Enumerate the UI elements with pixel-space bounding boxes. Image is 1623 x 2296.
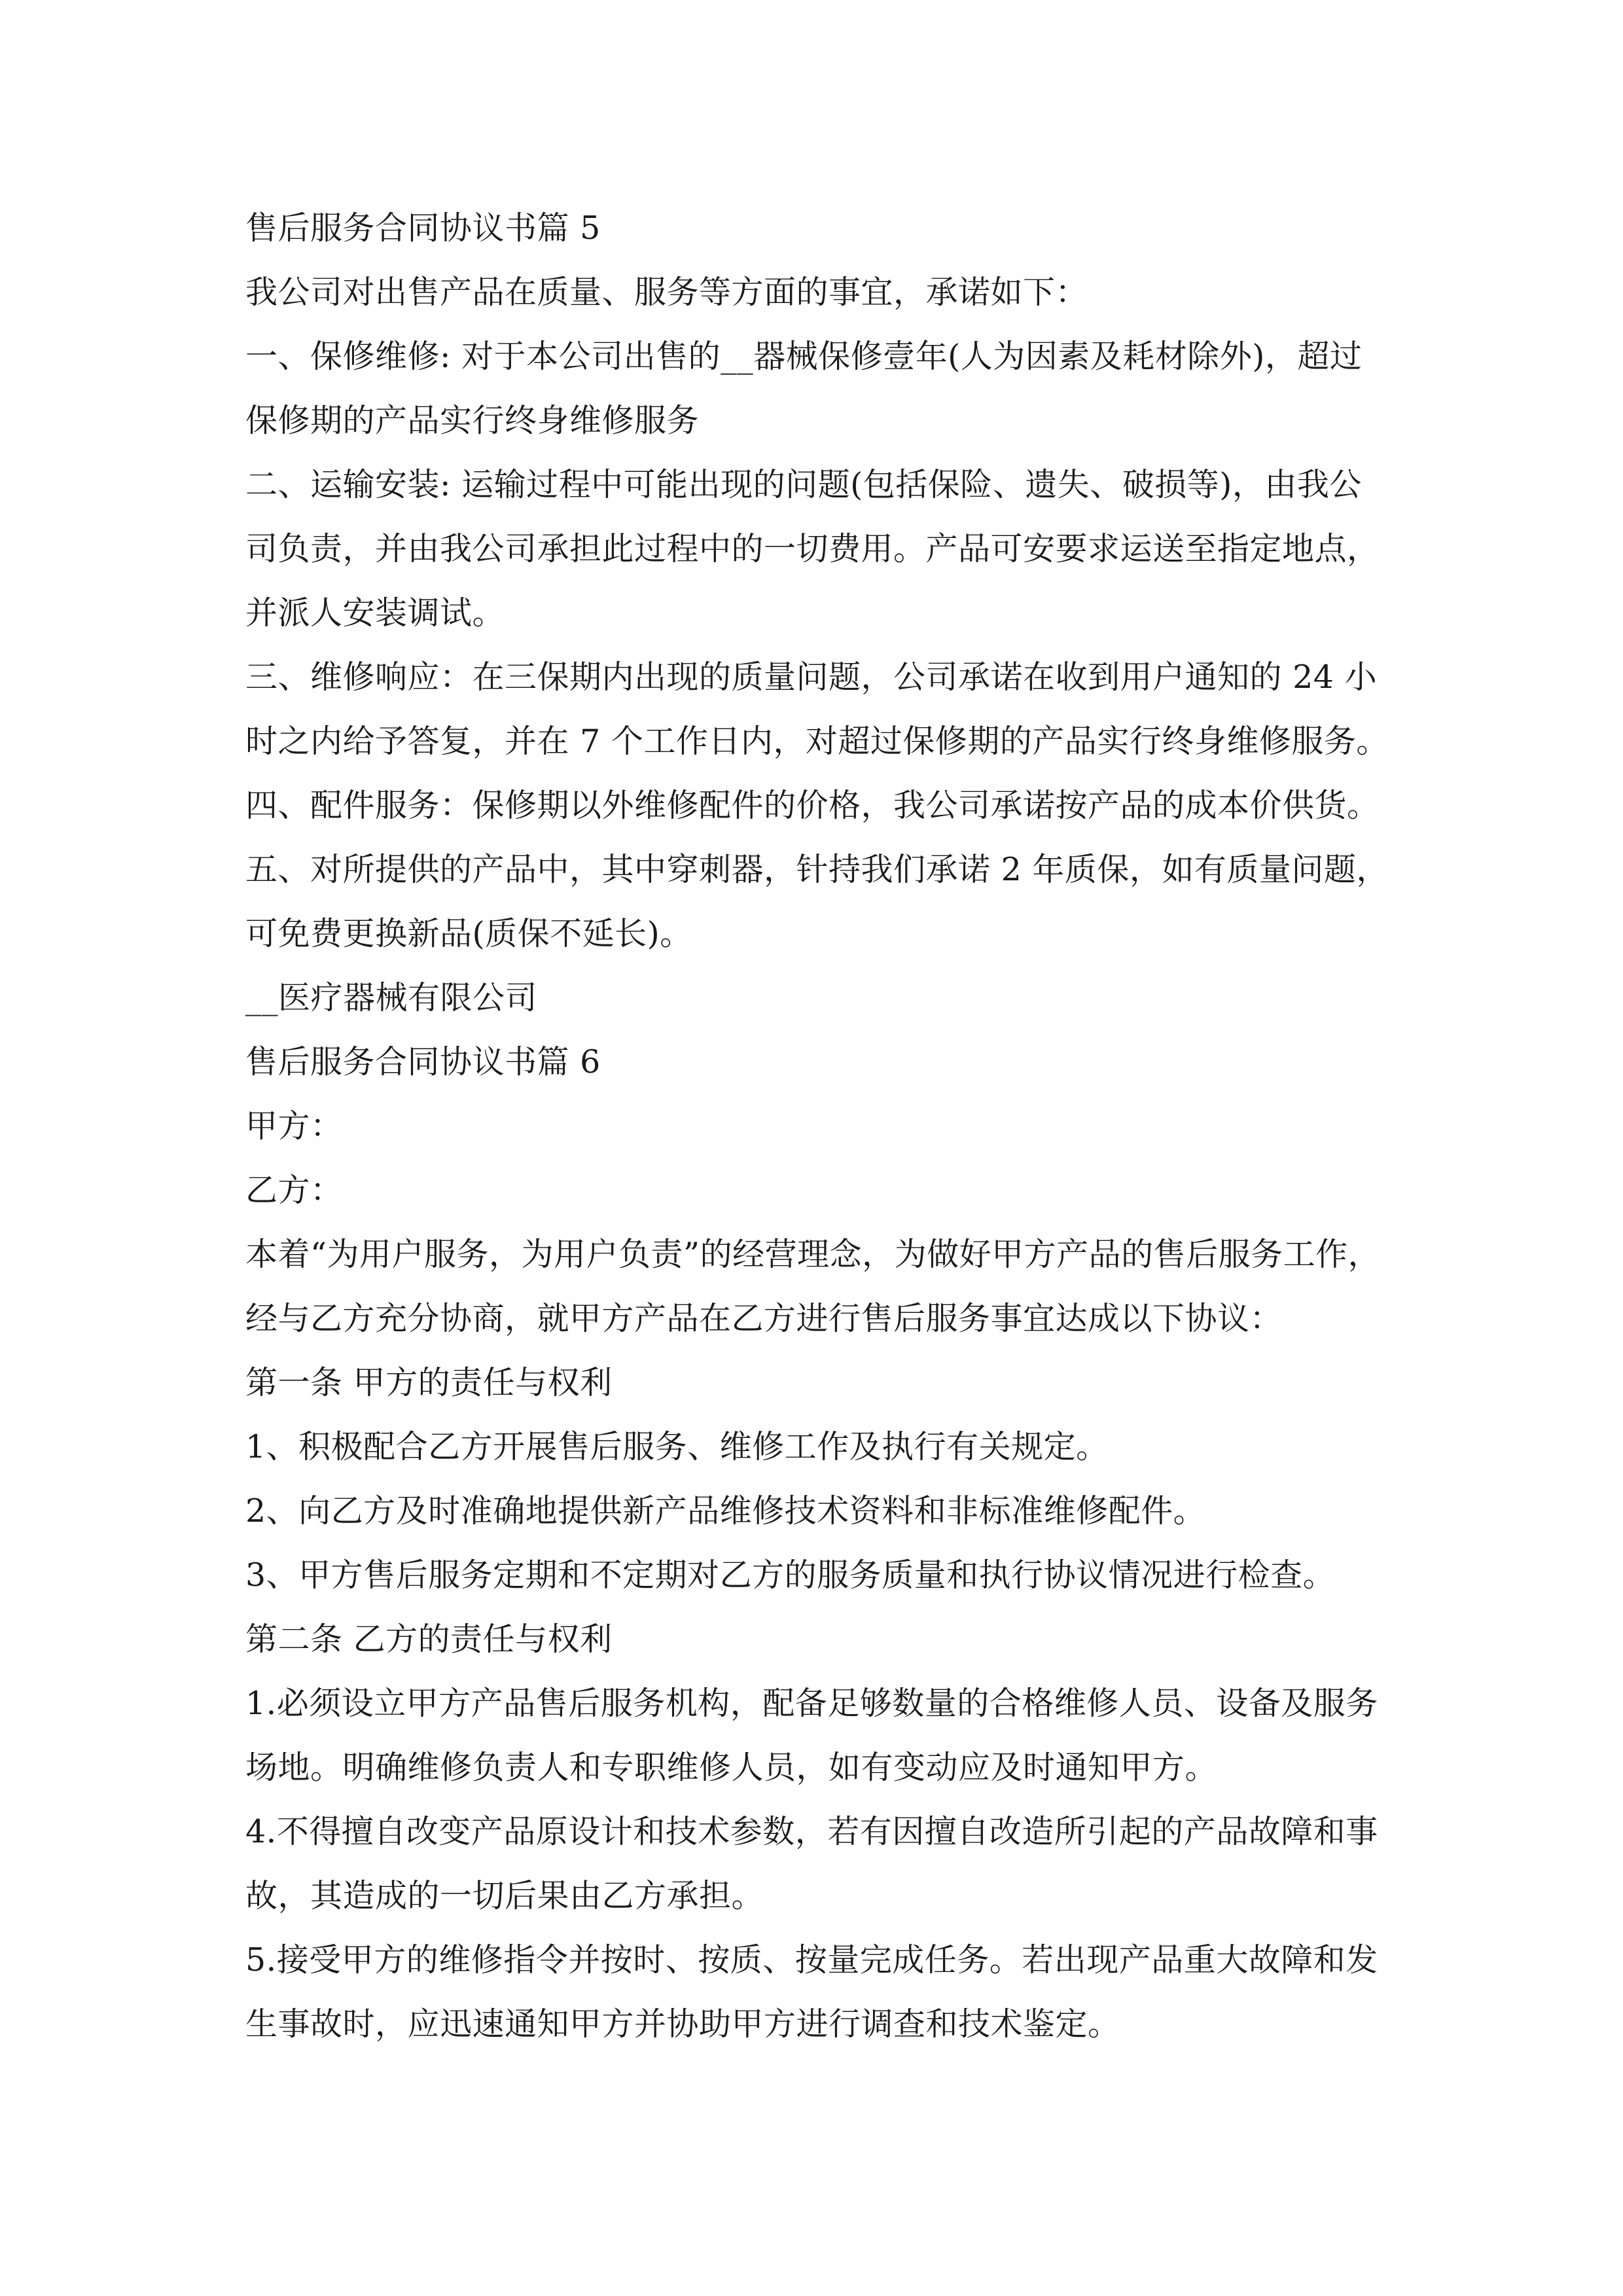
list-item: 1、积极配合乙方开展售后服务、维修工作及执行有关规定。 bbox=[245, 1428, 1109, 1465]
paragraph-line: 我公司对出售产品在质量、服务等方面的事宜，承诺如下： bbox=[245, 274, 1088, 311]
article-heading-2: 第二条 乙方的责任与权利 bbox=[245, 1621, 613, 1658]
paragraph-line: 时之内给予答复，并在 7 个工作日内，对超过保修期的产品实行终身维修服务。 bbox=[245, 723, 1389, 760]
list-item: 2、向乙方及时准确地提供新产品维修技术资料和非标准维修配件。 bbox=[245, 1492, 1206, 1530]
list-item-continuation: 故，其造成的一切后果由乙方承担。 bbox=[245, 1877, 764, 1914]
paragraph-line: 司负责，并由我公司承担此过程中的一切费用。产品可安要求运送至指定地点， bbox=[245, 530, 1380, 567]
party-a-label: 甲方： bbox=[245, 1107, 343, 1145]
paragraph-line: 并派人安装调试。 bbox=[245, 594, 505, 632]
list-item: 4.不得擅自改变产品原设计和技术参数，若有因擅自改造所引起的产品故障和事 bbox=[245, 1813, 1378, 1850]
paragraph-line: 经与乙方充分协商，就甲方产品在乙方进行售后服务事宜达成以下协议： bbox=[245, 1300, 1283, 1337]
list-item: 3、甲方售后服务定期和不定期对乙方的服务质量和执行协议情况进行检查。 bbox=[245, 1556, 1336, 1594]
section-heading-6: 售后服务合同协议书篇 6 bbox=[245, 1043, 601, 1081]
paragraph-line: 二、运输安装: 运输过程中可能出现的问题(包括保险、遗失、破损等)，由我公 bbox=[245, 466, 1362, 503]
paragraph-line: 五、对所提供的产品中，其中穿刺器，针持我们承诺 2 年质保，如有质量问题， bbox=[245, 851, 1389, 888]
paragraph-line: 保修期的产品实行终身维修服务 bbox=[245, 402, 700, 439]
paragraph-line: 可免费更换新品(质保不延长)。 bbox=[245, 915, 692, 952]
paragraph-line: 三、维修响应：在三保期内出现的质量问题，公司承诺在收到用户通知的 24 小 bbox=[245, 658, 1378, 696]
list-item: 1.必须设立甲方产品售后服务机构，配备足够数量的合格维修人员、设备及服务 bbox=[245, 1685, 1378, 1722]
list-item: 5.接受甲方的维修指令并按时、按质、按量完成任务。若出现产品重大故障和发 bbox=[245, 1941, 1378, 1979]
section-heading-5: 售后服务合同协议书篇 5 bbox=[245, 209, 601, 247]
paragraph-line: 四、配件服务：保修期以外维修配件的价格，我公司承诺按产品的成本价供货。 bbox=[245, 787, 1380, 824]
paragraph-line: 本着“为用户服务，为用户负责”的经营理念，为做好甲方产品的售后服务工作， bbox=[245, 1236, 1381, 1273]
list-item-continuation: 场地。明确维修负责人和专职维修人员，如有变动应及时通知甲方。 bbox=[245, 1749, 1218, 1786]
company-signature: __医疗器械有限公司 bbox=[245, 979, 538, 1016]
list-item-continuation: 生事故时，应迅速通知甲方并协助甲方进行调查和技术鉴定。 bbox=[245, 2005, 1120, 2043]
paragraph-line: 一、保修维修: 对于本公司出售的__器械保修壹年(人为因素及耗材除外)，超过 bbox=[245, 338, 1363, 375]
document-body bbox=[245, 196, 1397, 2056]
party-b-label: 乙方： bbox=[245, 1172, 343, 1209]
article-heading-1: 第一条 甲方的责任与权利 bbox=[245, 1364, 613, 1401]
